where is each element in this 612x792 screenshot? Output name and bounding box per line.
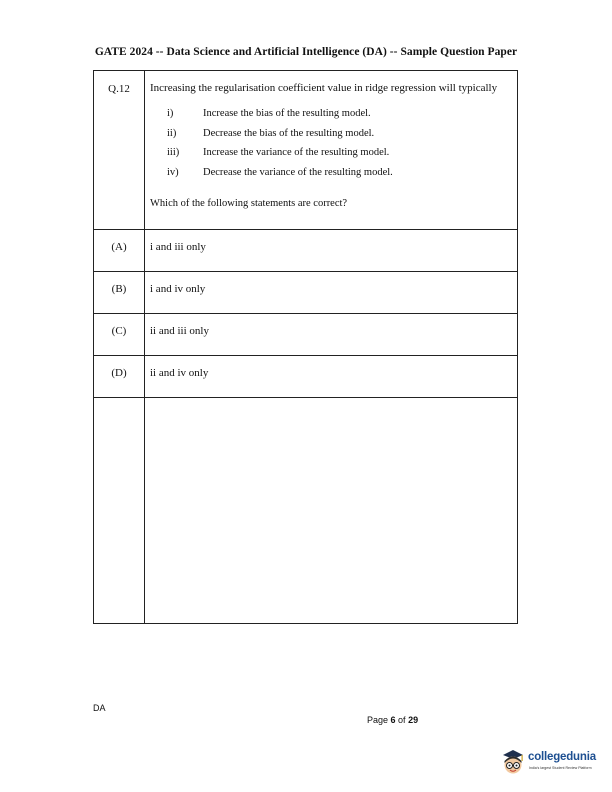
statement-number: iii) [167, 147, 180, 158]
option-row-d [94, 356, 518, 398]
statement-list [167, 108, 513, 186]
statement-item [167, 128, 513, 148]
option-row-b [94, 272, 518, 314]
option-text: i and iv only [150, 283, 206, 295]
option-row-c [94, 314, 518, 356]
option-text: ii and iii only [150, 325, 209, 337]
paper-code: DA [93, 703, 106, 713]
option-label: (A) [111, 241, 127, 253]
statement-item [167, 108, 513, 128]
statement-number: iv) [167, 166, 179, 178]
question-body-cell [145, 71, 518, 230]
statement-item [167, 147, 513, 167]
blank-cell [94, 398, 145, 624]
option-label: (B) [111, 283, 127, 295]
question-number: Q.12 [108, 83, 130, 95]
option-label: (D) [111, 367, 127, 379]
statement-number: i) [167, 108, 174, 119]
question-row [94, 71, 518, 230]
brand-name: collegedunia [528, 751, 596, 763]
statement-number: ii) [167, 127, 177, 139]
question-ask: Which of the following statements are correct? [150, 198, 348, 209]
option-row-a [94, 230, 518, 272]
question-number-cell [94, 71, 145, 230]
statement-text: Decrease the variance of the resulting model. [203, 166, 393, 178]
mascot-icon [500, 748, 528, 778]
question-stem: Increasing the regularisation coefficient value in ridge regression will typically [150, 82, 498, 94]
blank-row [94, 398, 518, 624]
statement-item [167, 167, 513, 187]
blank-cell [145, 398, 518, 624]
question-table [93, 70, 518, 624]
option-text: i and iii only [150, 241, 206, 253]
brand-tagline: India's largest Student Review Platform [529, 766, 592, 770]
option-text: ii and iv only [150, 367, 209, 379]
collegedunia-logo [500, 748, 612, 778]
statement-text: Increase the bias of the resulting model. [203, 108, 371, 119]
page-number: Page 6 of 29 [367, 715, 419, 725]
option-label: (C) [111, 325, 127, 337]
page-title: GATE 2024 -- Data Science and Artificial Intelligence (DA) -- Sample Question Paper [94, 46, 518, 58]
statement-text: Decrease the bias of the resulting model. [203, 127, 375, 139]
statement-text: Increase the variance of the resulting model. [203, 147, 390, 158]
